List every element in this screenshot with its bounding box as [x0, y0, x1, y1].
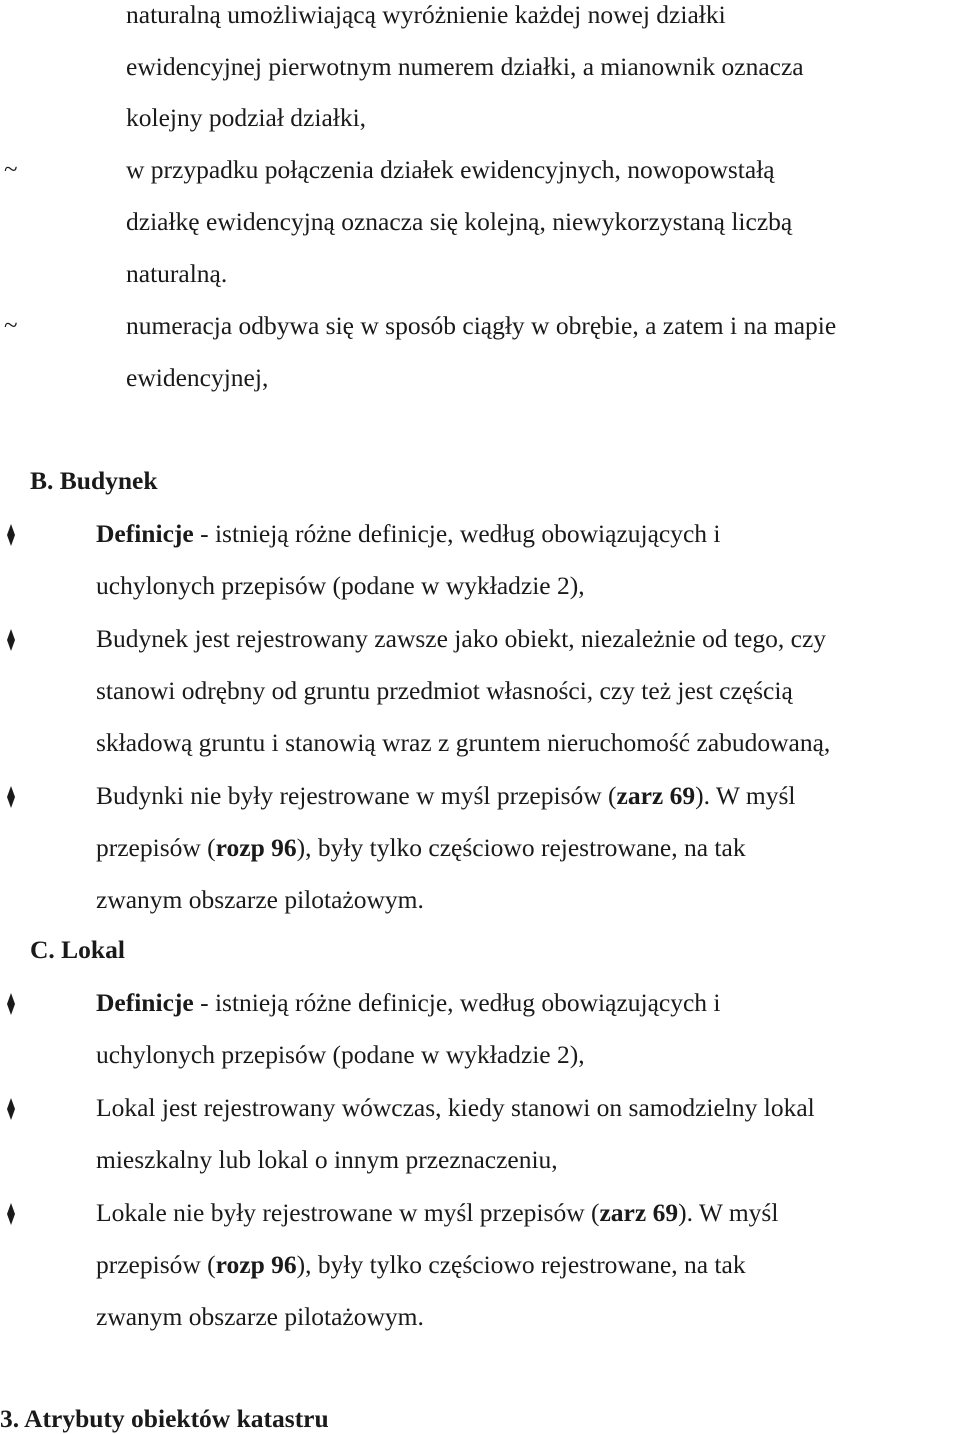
paragraph-line: kolejny podział działki, [126, 103, 367, 132]
diamond-bullet-icon [6, 629, 16, 651]
text-run: ). W myśl [678, 1198, 779, 1227]
list-item-line: w przypadku połączenia działek ewidencyjnych, nowopowstałą [126, 155, 775, 184]
paragraph-line: ewidencyjnej pierwotnym numerem działki, a mianownik oznacza [126, 52, 804, 81]
bold-term: Definicje [96, 519, 194, 548]
text-run: ), były tylko częściowo rejestrowane, na tak [296, 833, 746, 862]
list-item-line: stanowi odrębny od gruntu przedmiot własności, czy też jest częścią [96, 676, 793, 705]
list-item-line: ewidencyjnej, [126, 363, 269, 392]
list-item-line: działkę ewidencyjną oznacza się kolejną, niewykorzystaną liczbą [126, 207, 793, 236]
list-item-line: mieszkalny lub lokal o innym przeznaczeniu, [96, 1145, 558, 1174]
list-item-line: uchylonych przepisów (podane w wykładzie 2), [96, 1040, 585, 1069]
list-item-line: uchylonych przepisów (podane w wykładzie 2), [96, 571, 585, 600]
tilde-bullet-icon: ~ [4, 156, 18, 183]
list-item-line [96, 519, 721, 549]
text-run: - istnieją różne definicje, według obowiązujących i [193, 519, 721, 548]
list-item-line: Budynek jest rejestrowany zawsze jako obiekt, niezależnie od tego, czy [96, 624, 827, 653]
list-item-line [96, 1198, 778, 1228]
list-item-line [96, 988, 721, 1018]
text-run: Budynki nie były rejestrowane w myśl przepisów ( [96, 781, 617, 810]
list-item-line: numeracja odbywa się w sposób ciągły w obrębie, a zatem i na mapie [126, 311, 837, 340]
diamond-bullet-icon [6, 1098, 16, 1120]
list-item-line: zwanym obszarze pilotażowym. [96, 1302, 424, 1331]
diamond-bullet-icon [6, 993, 16, 1015]
list-item-line: Lokal jest rejestrowany wówczas, kiedy stanowi on samodzielny lokal [96, 1093, 815, 1122]
text-run: przepisów ( [96, 1250, 216, 1279]
list-item-line [96, 1250, 746, 1280]
bold-term: rozp 96 [215, 833, 297, 862]
list-item-line: zwanym obszarze pilotażowym. [96, 885, 424, 914]
list-item-line: naturalną. [126, 259, 228, 288]
diamond-bullet-icon [6, 524, 16, 546]
bold-term: zarz 69 [599, 1198, 679, 1227]
bold-term: rozp 96 [215, 1250, 297, 1279]
list-item-line [96, 781, 795, 811]
section-heading-budynek: B. Budynek [30, 466, 158, 495]
diamond-bullet-icon [6, 786, 16, 808]
diamond-bullet-icon [6, 1203, 16, 1225]
tilde-bullet-icon: ~ [4, 312, 18, 339]
bold-term: Definicje [96, 988, 194, 1017]
text-run: Lokale nie były rejestrowane w myśl przepisów ( [96, 1198, 600, 1227]
bold-term: zarz 69 [616, 781, 696, 810]
text-run: przepisów ( [96, 833, 216, 862]
text-run: ). W myśl [695, 781, 796, 810]
text-run: ), były tylko częściowo rejestrowane, na tak [296, 1250, 746, 1279]
list-item-line: składową gruntu i stanowią wraz z gruntem nieruchomość zabudowaną, [96, 728, 831, 757]
paragraph-line: naturalną umożliwiającą wyróżnienie każdej nowej działki [126, 0, 726, 29]
list-item-line [96, 833, 746, 863]
section-heading-lokal: C. Lokal [30, 935, 125, 964]
section-heading-atrybuty: 3. Atrybuty obiektów katastru [0, 1404, 329, 1433]
text-run: - istnieją różne definicje, według obowiązujących i [193, 988, 721, 1017]
